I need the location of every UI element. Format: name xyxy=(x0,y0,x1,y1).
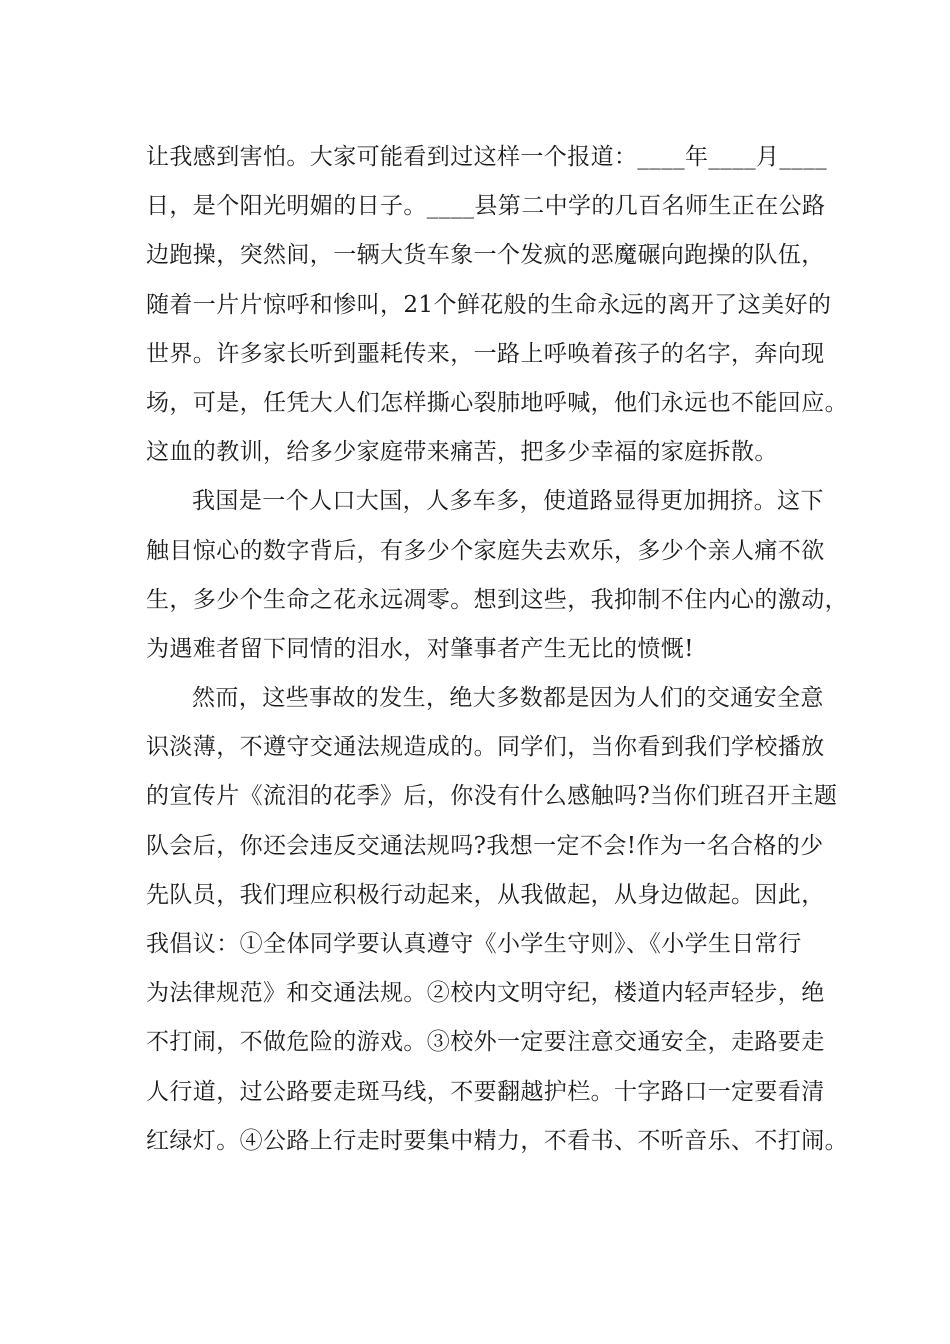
text-line: 先队员，我们理应积极行动起来，从我做起，从身边做起。因此， xyxy=(146,881,825,908)
paragraph-start-line: 然而，这些事故的发生，绝大多数都是因为人们的交通安全意 xyxy=(192,685,824,712)
text-line: 让我感到害怕。大家可能看到过这样一个报道：____年____月____ xyxy=(146,144,827,170)
text-line: 边跑操，突然间，一辆大货车象一个发疯的恶魔碾向跑操的队伍， xyxy=(146,242,825,269)
text-line: 生，多少个生命之花永远凋零。想到这些，我抑制不住内心的激动， xyxy=(146,586,848,613)
text-line: 识淡薄，不遵守交通法规造成的。同学们，当你看到我们学校播放 xyxy=(146,734,825,761)
text-line: 的宣传片《流泪的花季》后，你没有什么感触吗?当你们班召开主题 xyxy=(146,783,838,810)
text-line: 为法律规范》和交通法规。②校内文明守纪，楼道内轻声轻步，绝 xyxy=(146,980,825,1007)
text-line: 这血的教训，给多少家庭带来痛苦，把多少幸福的家庭拆散。 xyxy=(146,439,778,466)
text-line: 人行道，过公路要走斑马线，不要翻越护栏。十字路口一定要看清 xyxy=(146,1078,825,1105)
text-line: 红绿灯。④公路上行走时要集中精力，不看书、不听音乐、不打闹。 xyxy=(146,1127,848,1154)
text-line: 队会后，你还会违反交通法规吗?我想一定不会!作为一名合格的少 xyxy=(146,832,824,859)
text-line: 我倡议：①全体同学要认真遵守《小学生守则》、《小学生日常行 xyxy=(146,931,802,957)
text-line: 世界。许多家长听到噩耗传来，一路上呼唤着孩子的名字，奔向现 xyxy=(146,340,825,367)
text-line: 为遇难者留下同情的泪水，对肇事者产生无比的愤慨! xyxy=(146,635,694,662)
text-line: 场，可是，任凭大人们怎样撕心裂肺地呼喊，他们永远也不能回应。 xyxy=(146,389,848,416)
text-line: 随着一片片惊呼和惨叫，21个鲜花般的生命永远的离开了这美好的 xyxy=(146,291,832,318)
body-text xyxy=(146,133,848,1166)
paragraph-start-line: 我国是一个人口大国，人多车多，使道路显得更加拥挤。这下 xyxy=(192,488,824,515)
text-line: 触目惊心的数字背后，有多少个家庭失去欢乐，多少个亲人痛不欲 xyxy=(146,537,825,564)
text-line: 不打闹，不做危险的游戏。③校外一定要注意交通安全，走路要走 xyxy=(146,1029,825,1056)
text-line: 日，是个阳光明媚的日子。____县第二中学的几百名师生正在公路 xyxy=(146,193,826,220)
